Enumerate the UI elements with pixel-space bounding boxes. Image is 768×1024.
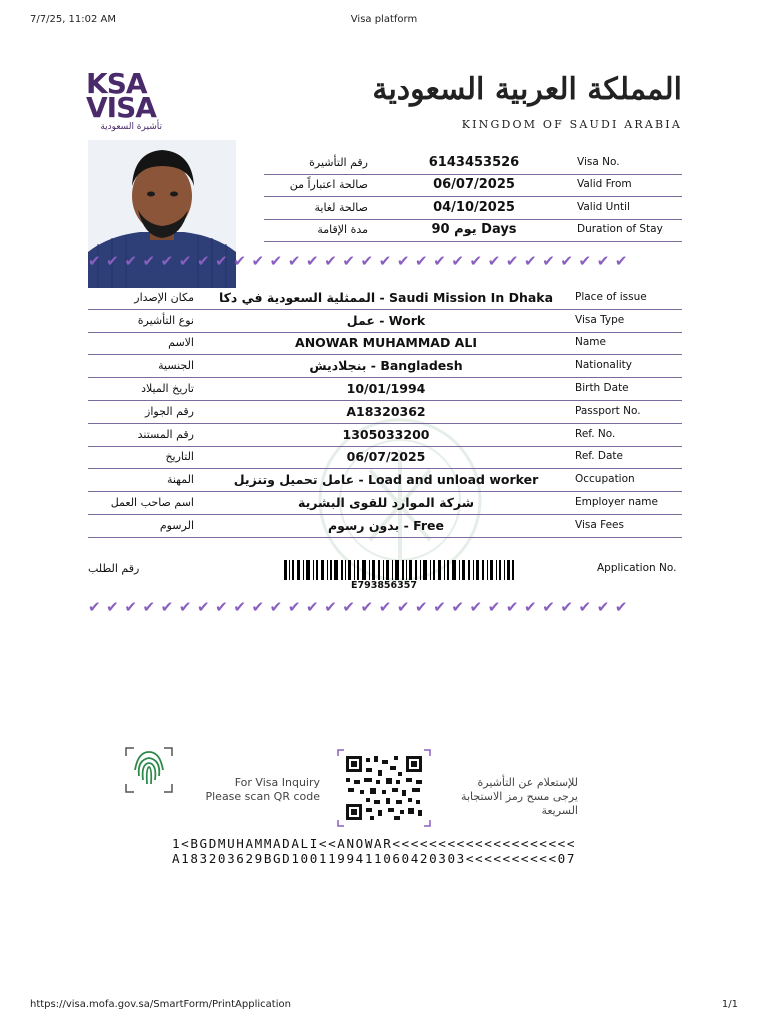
print-title: Visa platform [350,14,418,25]
mrz-line2: A183203629BGD1001199411060420303<<<<<<<<<<07 [172,851,577,866]
visa-number-label-ar: رقم التأشيرة [309,156,368,169]
logo-line2: VISA [86,91,156,124]
ref-date-row [88,446,682,469]
duration-label: Duration of Stay [577,223,663,235]
occupation-row [88,469,682,492]
valid-from-label-ar: صالحة اعتباراً من [289,178,368,191]
machine-readable-zone [172,836,576,866]
print-url: https://visa.mofa.gov.sa/SmartForm/PrintApplication [30,999,291,1010]
nationality-label-ar: الجنسية [158,359,194,372]
passport-no-label-ar: رقم الجواز [145,405,194,418]
kingdom-arabic-calligraphy: المملكة العربية السعودية [372,72,682,107]
place-of-issue-row [88,287,682,310]
valid-until-row [264,197,682,220]
check-pattern-icon: ✔✔✔✔✔✔✔✔✔✔✔✔✔✔✔✔✔✔✔✔✔✔✔✔✔✔✔✔✔✔ [88,598,634,614]
fingerprint-icon [124,746,174,794]
visa-type-label: Visa Type [575,314,625,326]
print-page-number: 1/1 [721,999,738,1010]
valid-from-value: 06/07/2025 [433,177,515,192]
name-label-ar: الاسم [168,336,194,349]
duration-label-ar: مدة الإقامة [317,223,368,236]
valid-until-label-ar: صالحة لغاية [314,201,368,214]
logo-line1: KSA [86,67,147,100]
visa-number-value: 6143453526 [428,155,520,170]
valid-from-row [264,174,682,197]
inquiry-text-ar [448,776,578,818]
employer-label: Employer name [575,496,658,508]
name-label: Name [575,336,606,348]
ref-date-label: Ref. Date [575,450,623,462]
valid-until-value: 04/10/2025 [433,200,515,215]
ref-no-value: 1305033200 [342,427,430,442]
inquiry-line2: Please scan QR code [205,790,320,803]
visa-fees-label: Visa Fees [575,519,624,531]
mrz-line1: 1<BGDMUHAMMADALI<<ANOWAR<<<<<<<<<<<<<<<<<<<< [172,836,577,851]
visa-number-row [264,152,682,175]
nationality-label: Nationality [575,359,633,371]
ref-date-value: 06/07/2025 [346,449,426,464]
nationality-row [88,355,682,378]
employer-value: شركة الموارد للقوى البشرية [297,495,474,510]
visa-type-value: عمل - Work [346,313,426,328]
visa-type-label-ar: نوع التأشيرة [137,314,194,327]
kingdom-english: KINGDOM OF SAUDI ARABIA [461,118,682,131]
ref-date-label-ar: التاريخ [165,450,194,463]
barcode-icon [284,560,514,580]
qr-code-icon [336,748,432,828]
birth-date-label-ar: تاريخ الميلاد [141,382,194,395]
visa-fees-row [88,515,682,538]
ref-no-label: Ref. No. [575,428,616,440]
print-datetime: 7/7/25, 11:02 AM [30,14,117,25]
inquiry-line1: For Visa Inquiry [234,776,320,789]
birth-date-row [88,378,682,401]
employer-row [88,492,682,515]
application-no-label: Application No. [597,562,677,574]
place-of-issue-value: الممثلية السعودية في دكا - Saudi Mission In Dhaka [218,290,554,305]
inquiry-text-en [200,776,320,804]
visa-fees-value: بدون رسوم - Free [328,518,444,533]
check-pattern-icon: ✔✔✔✔✔✔✔✔✔✔✔✔✔✔✔✔✔✔✔✔✔✔✔✔✔✔✔✔✔✔ [88,252,634,268]
birth-date-label: Birth Date [575,382,629,394]
duration-row [264,219,682,242]
occupation-label: Occupation [575,473,635,485]
ksa-visa-logo [86,67,166,132]
occupation-value: عامل تحميل وتنزيل - Load and unload worker [233,472,539,487]
birth-date-value: 10/01/1994 [346,381,426,396]
ref-no-label-ar: رقم المستند [137,428,194,441]
barcode-number: E793856357 [351,580,417,591]
ref-no-row [88,424,682,447]
valid-from-label: Valid From [577,178,632,190]
name-row [88,332,682,355]
visa-fees-label-ar: الرسوم [159,519,194,532]
visa-type-row [88,310,682,333]
name-value: ANOWAR MUHAMMAD ALI [295,335,477,350]
place-of-issue-label-ar: مكان الإصدار [134,291,194,304]
application-no-label-ar: رقم الطلب [88,562,140,575]
passport-no-row [88,401,682,424]
employer-label-ar: اسم صاحب العمل [110,496,194,509]
nationality-value: بنجلاديش - Bangladesh [309,358,463,373]
inquiry-ar-line2: يرجى مسح رمز الاستجابة السريعة [461,790,578,817]
inquiry-ar-line1: للإستعلام عن التأشيرة [477,776,578,789]
logo-subtitle: تأشيرة السعودية [100,122,162,132]
valid-until-label: Valid Until [577,201,630,213]
place-of-issue-label: Place of issue [575,291,647,303]
duration-value: 90 يوم Days [431,222,517,237]
passport-no-label: Passport No. [575,405,641,417]
occupation-label-ar: المهنة [166,473,194,486]
passport-no-value: A18320362 [346,404,426,419]
visa-number-label: Visa No. [577,156,620,168]
